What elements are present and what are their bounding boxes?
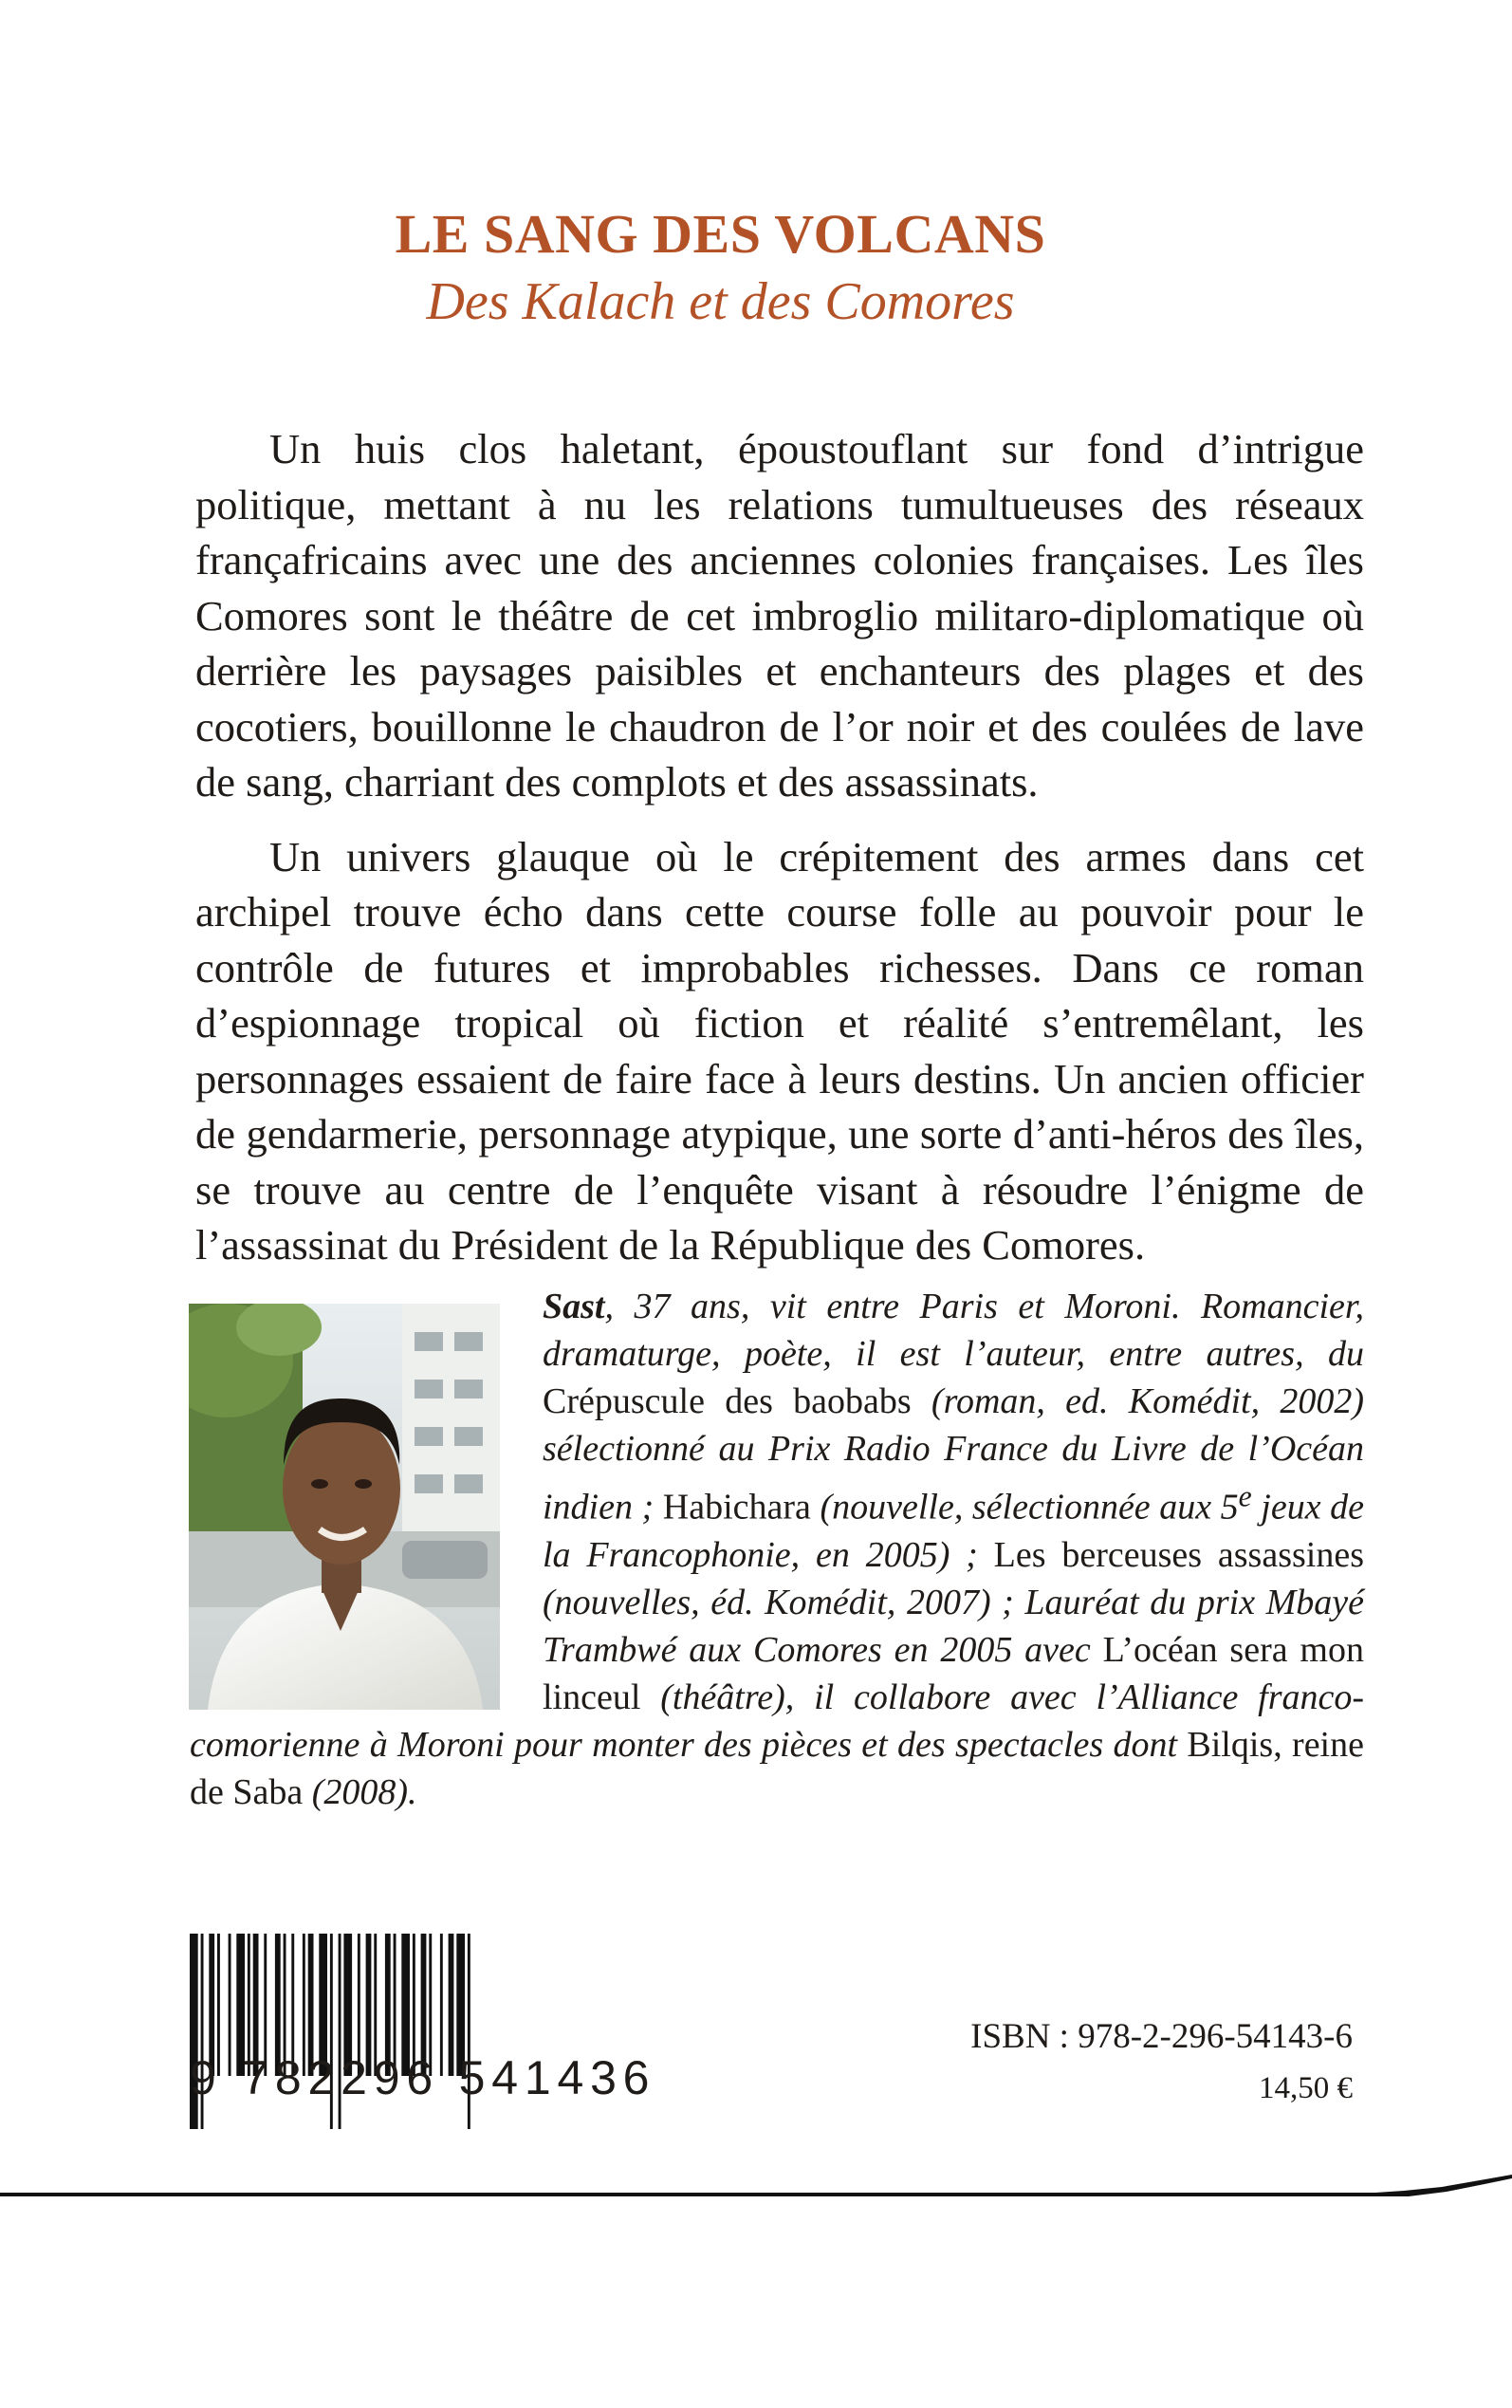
bio-text: (2008).: [303, 1771, 417, 1812]
bio-text: (nouvelle, sélectionnée aux 5: [810, 1487, 1239, 1528]
bottom-rule: [0, 2173, 1512, 2211]
author-biography: [190, 1283, 1364, 1816]
bio-text: (roman, ed. Komédit, 2002) sélectionné au Prix Radio France du Livre de l’Océan indien ;: [543, 1381, 1364, 1528]
work-title: Les berceuses assassines: [993, 1534, 1364, 1575]
work-title: Bilqis, reine de Saba: [190, 1724, 1364, 1812]
bio-text: (nouvelles, éd. Komédit, 2007) ; Lauréat du prix Mbayé Trambwé aux Comores en 2005 avec: [543, 1582, 1364, 1670]
book-title: LE SANG DES VOLCANS: [395, 203, 1046, 265]
author-name: Sast: [543, 1287, 605, 1326]
superscript: e: [1238, 1479, 1252, 1512]
work-title: Habichara: [662, 1487, 811, 1528]
title-block: [0, 201, 1512, 336]
blurb-paragraph-1: Un huis clos haletant, époustouflant sur fond d’intrigue politique, mettant à nu les relations tumultueuses des réseaux françafricains avec une des anciennes colonies françaises. Les îles Comores sont le théâtre de cet imbroglio militaro-diplomatique où derrière les paysages paisibles et enchanteurs des plages et des cocotiers, bouillonne le chaudron de l’or noir et des coulées de lave de sang, charriant des complots et des assassinats.: [195, 425, 1364, 806]
bio-text: jeux de la Francophonie, en 2005) ;: [543, 1487, 1365, 1575]
work-title: Crépuscule des baobabs: [543, 1381, 912, 1421]
blurb-paragraph-2: Un univers glauque où le crépitement des armes dans cet archipel trouve écho dans cette course folle au pouvoir pour le contrôle de futures et improbables richesses. Dans ce roman d’espionnage tropical où fiction et réalité s’entremêlant, les personnages essaient de faire face à leurs destins. Un ancien officier de gendarmerie, personnage atypique, une sorte d’anti-héros des îles, se trouve au centre de l’enquête visant à résoudre l’énigme de l’assassinat du Président de la République des Comores.: [195, 832, 1364, 1269]
work-title: L’océan sera mon linceul: [543, 1629, 1364, 1717]
isbn-number: ISBN : 978-2-296-54143-6: [970, 2017, 1353, 2056]
book-subtitle: Des Kalach et des Comores: [426, 272, 1015, 331]
bio-text: (théâtre), il collabore avec l’Alliance franco-comorienne à Moroni pour monter des pièces et des spectacles dont: [190, 1676, 1364, 1765]
price: 14,50 €: [1259, 2071, 1353, 2105]
photo-spacer: [190, 1283, 543, 1713]
back-cover-blurb: [195, 421, 1364, 1292]
barcode-digits: 9 782296 541436: [190, 2051, 656, 2104]
bio-text: , 37 ans, vit entre Paris et Moroni. Romancier, dramaturge, poète, il est l’auteur, entre autres, du: [543, 1287, 1364, 1374]
